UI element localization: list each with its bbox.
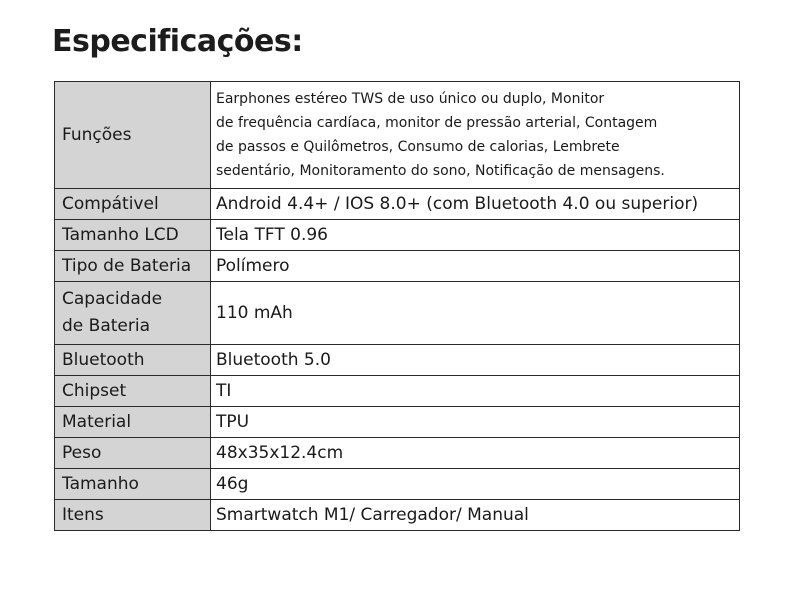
- table-row: [55, 220, 740, 251]
- spec-value-line: de passos e Quilômetros, Consumo de calorias, Lembrete: [216, 139, 620, 155]
- table-row: [55, 438, 740, 469]
- spec-table: [54, 81, 740, 531]
- spec-key: Tamanho LCD: [55, 220, 211, 251]
- spec-key: Chipset: [55, 376, 211, 407]
- spec-value: 48x35x12.4cm: [211, 438, 740, 469]
- table-row: [55, 469, 740, 500]
- table-row: [55, 376, 740, 407]
- table-row: [55, 407, 740, 438]
- spec-key: Funções: [55, 82, 211, 189]
- table-row: [55, 251, 740, 282]
- spec-value-line: de frequência cardíaca, monitor de pressão arterial, Contagem: [216, 115, 658, 131]
- spec-value: TI: [211, 376, 740, 407]
- page-title: Especificações:: [52, 24, 303, 59]
- table-row: [55, 282, 740, 345]
- table-row: [55, 82, 740, 189]
- spec-key: Material: [55, 407, 211, 438]
- spec-value: Bluetooth 5.0: [211, 345, 740, 376]
- spec-key: Bluetooth: [55, 345, 211, 376]
- spec-value-line: Earphones estéreo TWS de uso único ou duplo, Monitor: [216, 91, 605, 107]
- spec-key-line: de Bateria: [62, 316, 150, 336]
- spec-key: Peso: [55, 438, 211, 469]
- table-row: [55, 500, 740, 531]
- spec-value: TPU: [211, 407, 740, 438]
- spec-key: Tamanho: [55, 469, 211, 500]
- table-row: [55, 189, 740, 220]
- spec-key: Compátivel: [55, 189, 211, 220]
- spec-key: Itens: [55, 500, 211, 531]
- spec-value-line: sedentário, Monitoramento do sono, Notificação de mensagens.: [216, 163, 665, 179]
- spec-value: Smartwatch M1/ Carregador/ Manual: [211, 500, 740, 531]
- spec-value: Polímero: [211, 251, 740, 282]
- spec-value: 46g: [211, 469, 740, 500]
- spec-key: [55, 282, 211, 345]
- spec-value: Tela TFT 0.96: [211, 220, 740, 251]
- spec-value: [211, 82, 740, 189]
- spec-key: Tipo de Bateria: [55, 251, 211, 282]
- spec-value: 110 mAh: [211, 282, 740, 345]
- spec-value: Android 4.4+ / IOS 8.0+ (com Bluetooth 4.0 ou superior): [211, 189, 740, 220]
- spec-key-line: Capacidade: [62, 289, 163, 309]
- table-row: [55, 345, 740, 376]
